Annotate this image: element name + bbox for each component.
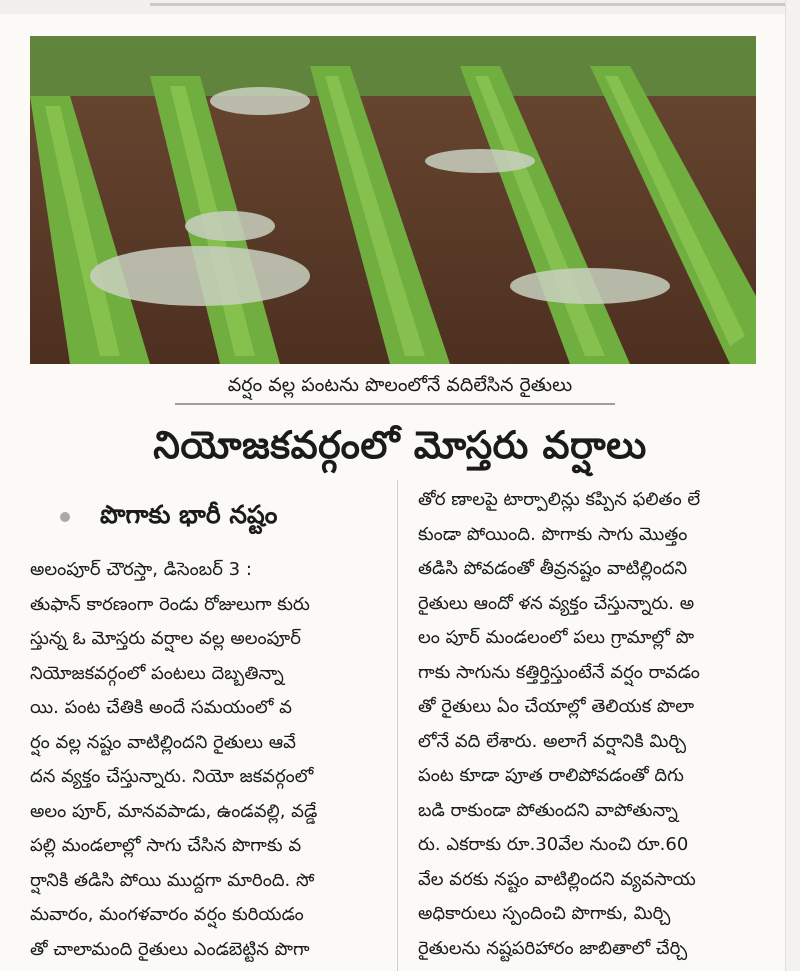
text-line: మవారం, మంగళవారం వర్షం కురియడం bbox=[30, 904, 304, 925]
text-line: దన వ్యక్తం చేస్తున్నారు. నియో జకవర్గంలో bbox=[30, 766, 314, 787]
field-illustration bbox=[30, 36, 756, 364]
bullet-icon bbox=[60, 512, 70, 522]
text-line: అధికారులు స్పందించి పొగాకు, మిర్చి bbox=[418, 903, 671, 924]
text-line: ర్షం వల్ల నష్టం వాటిల్లిందని రైతులు ఆవే bbox=[30, 731, 296, 753]
text-line: కుండా పోయింది. పొగాకు సాగు మొత్తం bbox=[418, 523, 688, 545]
text-line: పల్లి మండలాల్లో సాగు చేసిన పొగాకు వ bbox=[30, 835, 302, 856]
text-line: పంట కూడా పూత రాలిపోవడంతో దిగు bbox=[418, 765, 684, 786]
crop-field-photo bbox=[30, 36, 756, 364]
text-line: లం పూర్ మండలంలో పలు గ్రామాల్లో పొ bbox=[418, 627, 695, 648]
text-line: వేల వరకు నష్టం వాటిల్లిందని వ్యవసాయ bbox=[418, 868, 696, 890]
article-left-column bbox=[30, 553, 382, 967]
text-line: నియోజకవర్గంలో పంటలు దెబ్బతిన్నా bbox=[30, 662, 284, 684]
text-line: అలంపూర్ చౌరస్తా, డిసెంబర్ 3 : bbox=[30, 559, 252, 580]
column-divider bbox=[397, 480, 398, 971]
text-line: ర్షానికి తడిసి పోయి ముద్దగా మారింది. సో bbox=[30, 869, 315, 891]
text-line: తడిసి పోవడంతో తీవ్రనష్టం వాటిల్లిందని bbox=[418, 558, 688, 579]
photo-caption: వర్షం వల్ల పంటను పొలంలోనే వదిలేసిన రైతులు bbox=[227, 374, 573, 396]
page-top-edge bbox=[0, 0, 800, 14]
text-line: తో రైతులు ఏం చేయాల్లో తెలియక పొలా bbox=[418, 696, 695, 717]
caption-underline bbox=[175, 403, 615, 405]
text-line: తోర ణాలపై టార్పాలిన్లు కప్పిన ఫలితం లే bbox=[418, 489, 701, 510]
text-line: రు. ఎకరాకు రూ.30వేల నుంచి రూ.60 bbox=[418, 834, 689, 855]
text-line: తుఫాన్ కారణంగా రెండు రోజులుగా కురు bbox=[30, 593, 310, 615]
text-line: స్తున్న ఓ మోస్తరు వర్షాల వల్ల అలంపూర్ bbox=[30, 628, 301, 649]
rule-line bbox=[150, 3, 800, 6]
text-line: గాకు సాగును కత్తిర్తిస్తుంటేనే వర్షం రావడం bbox=[418, 661, 700, 683]
text-line: బడి రాకుండా పోతుందని వాపోతున్నా bbox=[418, 799, 678, 821]
article-subheading: పొగాకు భారీ నష్టం bbox=[100, 500, 278, 529]
text-line: అలం పూర్, మానవపాడు, ఉండవల్లి, వడ్డే bbox=[30, 800, 318, 822]
adjacent-column-edge bbox=[785, 0, 800, 971]
text-line: యి. పంట చేతికి అందే సమయంలో వ bbox=[30, 697, 292, 718]
article-headline: నియోజకవర్గంలో మోస్తరు వర్షాలు bbox=[153, 423, 647, 467]
text-line: రైతులు ఆందో ళన వ్యక్తం చేస్తున్నారు. అ bbox=[418, 592, 695, 614]
text-line: తో చాలామంది రైతులు ఎండబెట్టిన పొగా bbox=[30, 938, 310, 960]
text-line: లోనే వది లేశారు. అలాగే వర్షానికి మిర్చి bbox=[418, 730, 687, 752]
article-right-column bbox=[418, 483, 764, 966]
text-line: రైతులను నష్టపరిహారం జాబితాలో చేర్చి bbox=[418, 937, 688, 959]
